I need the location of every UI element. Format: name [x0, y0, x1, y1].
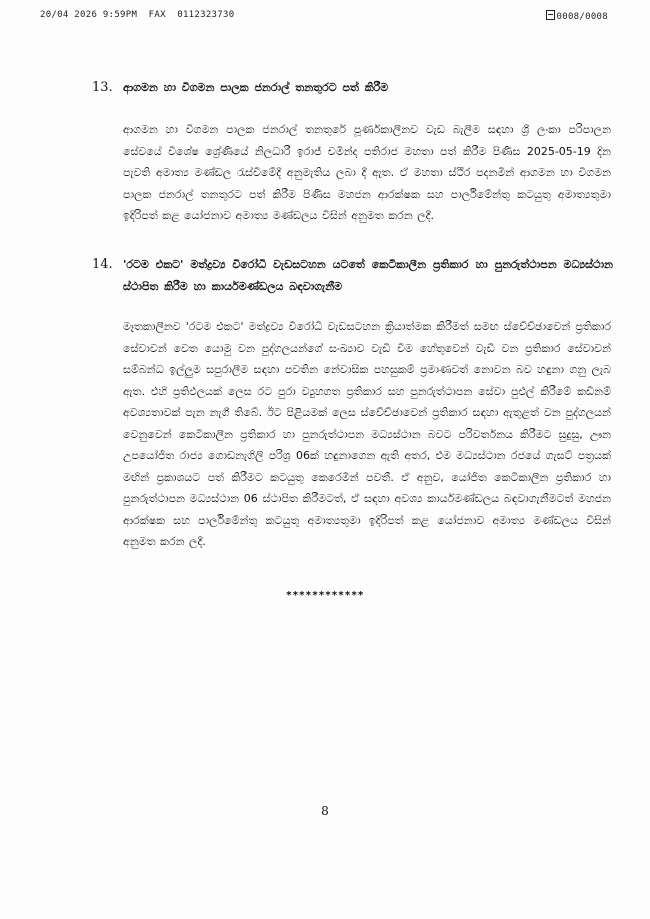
fax-header-left-text: 20/04 2026 9:59PM FAX 0112323730 — [40, 10, 235, 20]
fax-header-right — [546, 10, 608, 22]
item-14-body: මෑතකාලීනව 'රටම එකට' මත්ද්‍රව්‍ය විරෝධී වැඩසටහන ක්‍රියාත්මක කිරීමත් සමඟ ස්වේච්ඡාවෙන් ප්‍රතිකාර සේවාවන් වෙත යොමු වන පුද්ගලයන්ගේ සංඛ්‍යාව වැඩි වීම හේතුවෙන් වැඩි වන ප්‍රතිකාර සේවාවන් සම්බන්ධ ඉල්ලුම සපුරාලීම සඳහා පවතින නේවාසික පහසුකම් ප්‍රමාණවත් නොවන බව හඳුනා ගනු ලැබ ඇත. එහි ප්‍රතිඵලයක් ලෙස රට පුරා ව්‍යුහගත ප්‍රතිකාර සහ පුනරුත්ථාපන සේවා පුළුල් කිරීමේ කඩිනම් අවශ්‍යතාවක් පැන නැගී තිබේ. ඊට පිළියමක් ලෙස ස්වේච්ඡාවෙන් ප්‍රතිකාර සඳහා ඇතුළත් වන පුද්ගලයන් වෙනුවෙන් කෙටිකාලීන ප්‍රතිකාර හා පුනරුත්ථාපන මධ්‍යස්ථාන බවට පරිවර්තනය කිරීමට සුදුසු, ඌන උපයෝජිත රාජ්‍ය ගොඩනැගිලි පරිශ්‍ර 06ක් හඳුනාගෙන ඇති අතර, එම මධ්‍යස්ථාන රජයේ ගැසට් පත්‍රයක් මඟින් ප්‍රකාශයට පත් කිරීමට කටයුතු කෙරෙමින් පවතී. ඒ අනුව, යෝජිත කෙටිකාලීන ප්‍රතිකාර හා පුනරුත්ථාපන මධ්‍යස්ථාන 06 ස්ථාපිත කිරීමටත්, ඒ සඳහා අවශ්‍ය කාර්යමණ්ඩලය බඳවාගැනීමටත් මහජන ආරක්ෂක සහ පාර්ලිමේන්තු කටයුතු අමාත්‍යතුමා ඉදිරිපත් කළ යෝජනාව අමාත්‍ය මණ්ඩලය විසින් අනුමත කරන ලදී. — [123, 320, 611, 548]
item-13-heading — [92, 77, 612, 99]
section-separator: ************ — [285, 590, 365, 601]
fax-page-icon — [546, 10, 555, 20]
fax-transmission-header — [40, 10, 608, 24]
item-14-number: 14. — [92, 257, 113, 272]
item-14-heading — [92, 254, 612, 298]
fax-page-count: 0008/0008 — [556, 12, 608, 22]
item-13-body: ආගමන හා විගමන පාලක ජනරාල් තනතුරේ පූර්ණකාලීනව වැඩ බැලීම සඳහා ශ්‍රී ලංකා පරිපාලන සේවයේ විශේෂ ශ්‍රේණියේ නිලධාරී ඉරාජ් චමින්ද පතිරාජ මහතා පත් කිරීම පිණිස 2025-05-19 දින පැවති අමාත්‍ය මණ්ඩල රැස්වීමේදී අනුමැතිය ලබා දී ඇත. ඒ මහතා ස්ථිර පදනමින් ආගමන හා විගමන පාලක ජනරාල් තනතුරට පත් කිරීම පිණිස මහජන ආරක්ෂක සහ පාර්ලිමේන්තු කටයුතු අමාත්‍යතුමා ඉදිරිපත් කළ යෝජනාව අමාත්‍ය මණ්ඩලය විසින් අනුමත කරන ලදී. — [123, 123, 611, 222]
item-13-title: ආගමන හා විගමන පාලක ජනරාල් තනතුරට පත් කිරීම — [123, 81, 389, 94]
item-14-title: 'රටම එකට' මත්ද්‍රව්‍ය විරෝධී වැඩසටහන යටතේ කෙටිකාලීන ප්‍රතිකාර හා පුනරුත්ථාපන මධ්‍යස්ථාන ස්ථාපිත කිරීම හා කාර්යමණ්ඩලය බඳවාගැනීම — [123, 258, 613, 293]
item-13-number: 13. — [92, 80, 113, 95]
page-number: 8 — [321, 804, 329, 818]
